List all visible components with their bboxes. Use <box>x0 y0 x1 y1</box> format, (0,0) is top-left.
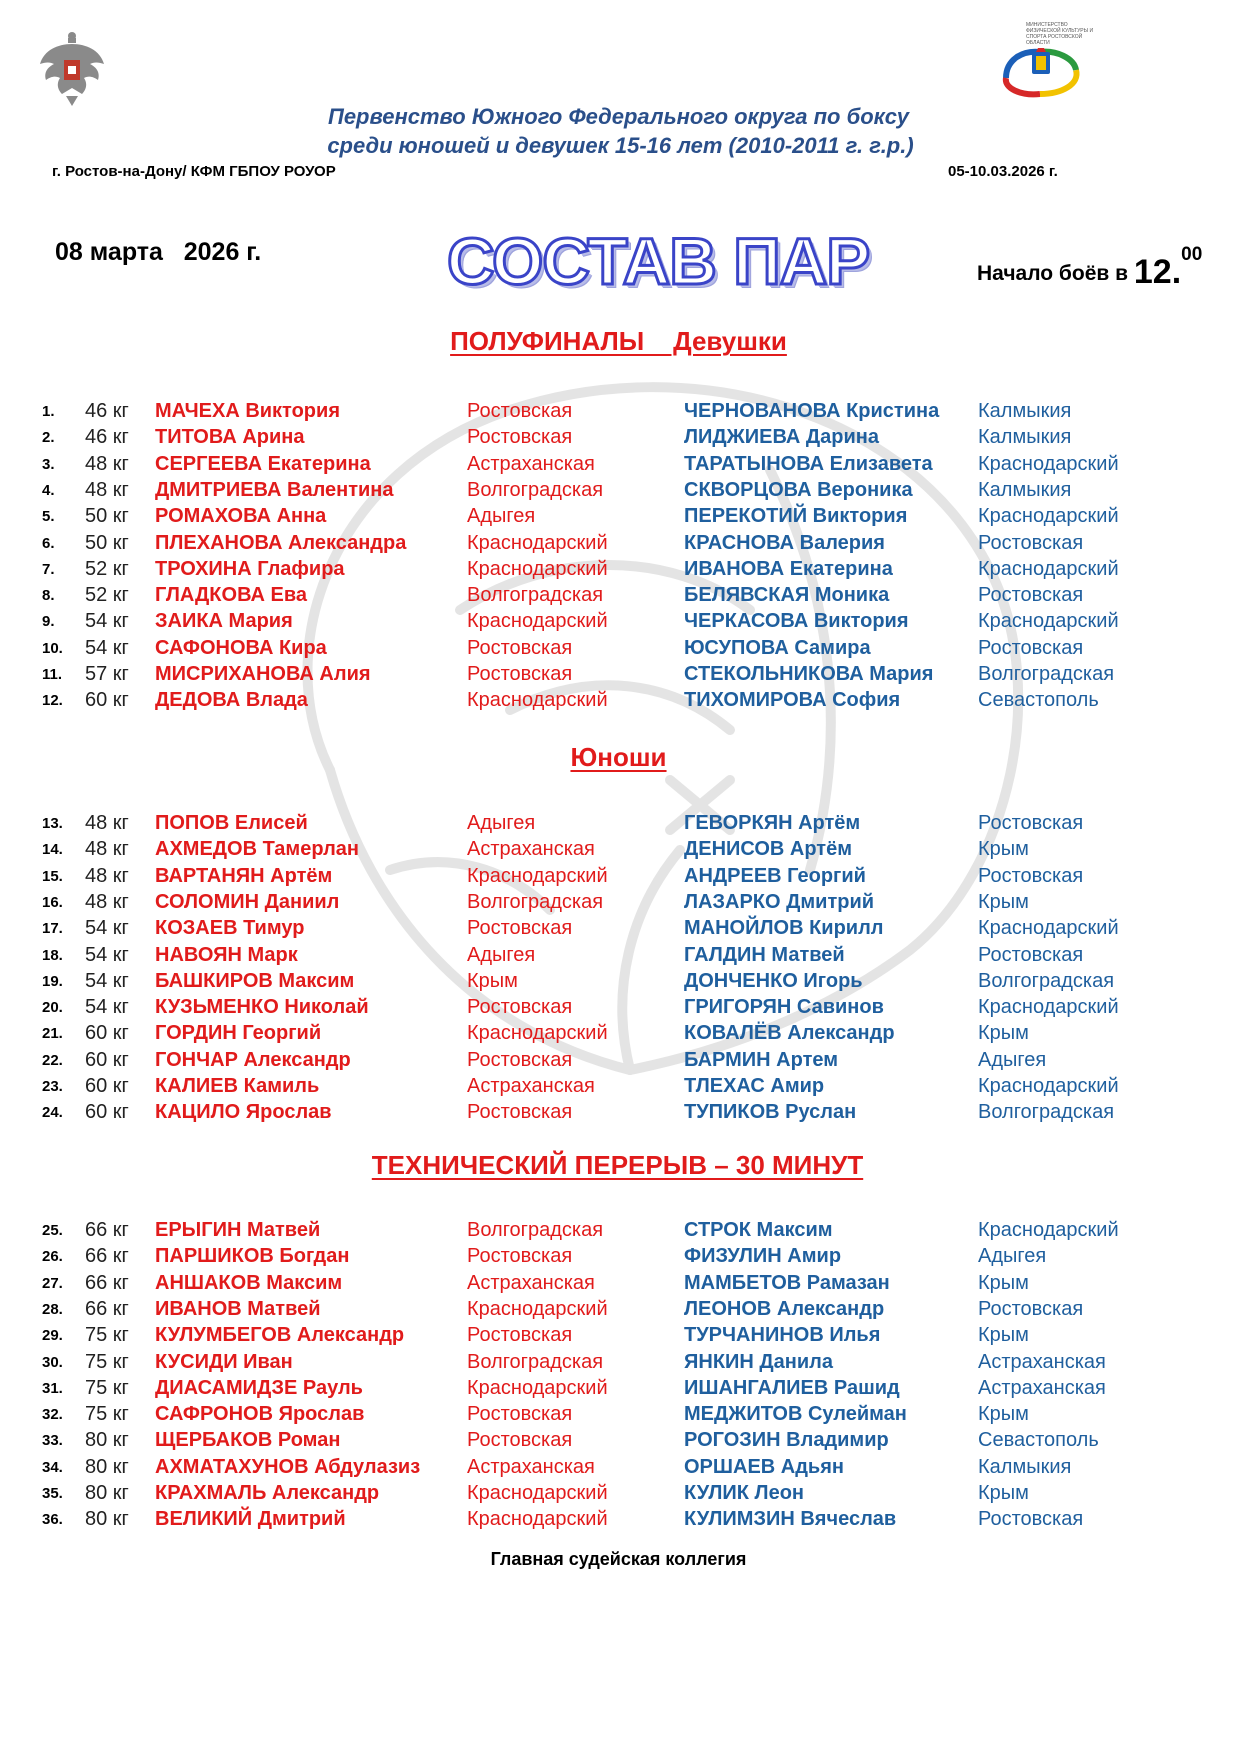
bout-row <box>0 477 1241 503</box>
blue-corner-region: Калмыкия <box>978 426 1072 449</box>
blue-corner-name: МЕДЖИТОВ Сулейман <box>684 1403 907 1426</box>
weight-class: 60 кг <box>85 1022 129 1045</box>
blue-corner-name: ЧЕРКАСОВА Виктория <box>684 610 909 633</box>
blue-corner-region: Ростовская <box>978 1297 1084 1320</box>
red-corner-region: Волгоградская <box>467 1219 604 1241</box>
bout-row <box>0 1401 1241 1427</box>
red-corner-name: КРАХМАЛЬ Александр <box>155 1482 380 1504</box>
red-corner-region: Астраханская <box>467 452 595 475</box>
blue-corner-region: Краснодарский <box>978 610 1119 633</box>
blue-corner-name: ЛЕОНОВ Александр <box>684 1297 885 1320</box>
weight-class: 75 кг <box>85 1350 129 1373</box>
section-heading-boys <box>0 742 1239 773</box>
red-corner-region: Волгоградская <box>467 1350 604 1373</box>
bout-number: 20. <box>42 999 63 1017</box>
blue-corner-name: ИВАНОВА Екатерина <box>684 557 893 580</box>
bout-row <box>0 1480 1241 1506</box>
bout-row <box>0 1217 1241 1243</box>
bout-number: 3. <box>42 455 55 473</box>
blue-corner-name: ДЕНИСОВ Артём <box>684 838 853 861</box>
bout-number: 7. <box>42 560 55 578</box>
blue-corner-region: Ростовская <box>978 1508 1084 1531</box>
red-corner-region: Краснодарский <box>467 1022 608 1045</box>
red-corner-region: Астраханская <box>467 838 595 861</box>
blue-corner-name: КРАСНОВА Валерия <box>684 531 885 554</box>
weight-class: 54 кг <box>85 917 129 940</box>
blue-corner-region: Калмыкия <box>978 478 1072 501</box>
bout-number: 18. <box>42 946 63 964</box>
bout-number: 16. <box>42 893 63 911</box>
red-corner-region: Крым <box>467 969 518 992</box>
blue-corner-name: МАМБЕТОВ Рамазан <box>684 1271 890 1294</box>
weight-class: 80 кг <box>85 1455 129 1478</box>
weight-class: 48 кг <box>85 812 129 834</box>
bout-row <box>0 530 1241 556</box>
weight-class: 75 кг <box>85 1324 129 1347</box>
red-corner-name: АНШАКОВ Максим <box>155 1271 343 1294</box>
blue-corner-name: ДОНЧЕНКО Игорь <box>684 969 863 992</box>
blue-corner-name: ЯНКИН Данила <box>684 1350 833 1373</box>
weight-class: 48 кг <box>85 452 129 475</box>
weight-class: 60 кг <box>85 1075 129 1097</box>
blue-corner-region: Краснодарский <box>978 1075 1119 1097</box>
section-heading-technical-break <box>0 1150 1238 1181</box>
bout-number: 30. <box>42 1353 63 1371</box>
blue-corner-name: РОГОЗИН Владимир <box>684 1429 889 1452</box>
red-corner-region: Ростовская <box>467 636 573 659</box>
red-corner-name: ДИАСАМИДЗЕ Рауль <box>155 1376 363 1399</box>
blue-corner-name: ЛАЗАРКО Дмитрий <box>684 890 875 913</box>
blue-corner-name: ТУРЧАНИНОВ Илья <box>684 1324 881 1347</box>
blue-corner-name: МАНОЙЛОВ Кирилл <box>684 917 884 940</box>
blue-corner-region: Краснодарский <box>978 452 1119 475</box>
weight-class: 80 кг <box>85 1429 129 1452</box>
section-heading-semifinals-girls <box>0 326 1239 357</box>
red-corner-region: Ростовская <box>467 663 573 685</box>
blue-corner-region: Севастополь <box>978 1429 1099 1452</box>
bout-number: 12. <box>42 692 63 710</box>
blue-corner-region: Ростовская <box>978 636 1084 659</box>
red-corner-region: Ростовская <box>467 917 573 940</box>
blue-corner-name: КОВАЛЁВ Александр <box>684 1022 895 1045</box>
bout-row <box>0 942 1241 968</box>
blue-corner-region: Астраханская <box>978 1376 1106 1399</box>
bout-row <box>0 503 1241 529</box>
blue-corner-region: Крым <box>978 1271 1029 1294</box>
red-corner-region: Краснодарский <box>467 1376 608 1399</box>
red-corner-name: МИСРИХАНОВА Алия <box>155 663 371 685</box>
blue-corner-region: Крым <box>978 1403 1029 1426</box>
blue-corner-name: БАРМИН Артем <box>684 1048 839 1071</box>
red-corner-name: ВАРТАНЯН Артём <box>155 864 333 887</box>
bout-number: 24. <box>42 1104 63 1122</box>
blue-corner-region: Крым <box>978 838 1029 861</box>
blue-corner-region: Краснодарский <box>978 917 1119 940</box>
red-corner-region: Астраханская <box>467 1271 595 1294</box>
bout-row <box>0 1099 1241 1125</box>
weight-class: 50 кг <box>85 531 129 554</box>
red-corner-name: ПОПОВ Елисей <box>155 812 308 834</box>
bout-row <box>0 582 1241 608</box>
bout-number: 10. <box>42 639 63 657</box>
blue-corner-name: ГЕВОРКЯН Артём <box>684 812 861 834</box>
weight-class: 54 кг <box>85 969 129 992</box>
blue-corner-region: Ростовская <box>978 584 1084 607</box>
ministry-logo-text: МИНИСТЕРСТВО ФИЗИЧЕСКОЙ КУЛЬТУРЫ И СПОРТА РОСТОВСКОЙ ОБЛАСТИ <box>1026 22 1094 46</box>
weight-class: 60 кг <box>85 1101 129 1124</box>
weight-class: 52 кг <box>85 557 129 580</box>
red-corner-name: САФРОНОВ Ярослав <box>155 1403 365 1426</box>
red-corner-region: Ростовская <box>467 996 573 1019</box>
bout-number: 5. <box>42 508 55 526</box>
blue-corner-region: Краснодарский <box>978 1219 1119 1241</box>
bout-number: 34. <box>42 1458 63 1476</box>
bout-number: 9. <box>42 613 55 631</box>
weight-class: 48 кг <box>85 890 129 913</box>
bout-number: 27. <box>42 1274 63 1292</box>
red-corner-region: Ростовская <box>467 1101 573 1124</box>
blue-corner-name: ИШАНГАЛИЕВ Рашид <box>684 1376 900 1399</box>
bout-number: 22. <box>42 1051 63 1069</box>
blue-corner-region: Краснодарский <box>978 557 1119 580</box>
red-corner-name: ВЕЛИКИЙ Дмитрий <box>155 1508 346 1531</box>
blue-corner-region: Волгоградская <box>978 1101 1115 1124</box>
weight-class: 46 кг <box>85 400 129 422</box>
weight-class: 66 кг <box>85 1219 129 1241</box>
footer-signature: Главная судейская коллегия <box>490 1549 747 1569</box>
bout-row <box>0 863 1241 889</box>
blue-corner-region: Калмыкия <box>978 400 1072 422</box>
red-corner-region: Астраханская <box>467 1455 595 1478</box>
blue-corner-name: ЛИДЖИЕВА Дарина <box>684 426 879 449</box>
blue-corner-region: Калмыкия <box>978 1455 1072 1478</box>
blue-corner-region: Крым <box>978 890 1029 913</box>
bout-row <box>0 556 1241 582</box>
weight-class: 60 кг <box>85 1048 129 1071</box>
bout-row <box>0 451 1241 477</box>
blue-corner-name: КУЛИМЗИН Вячеслав <box>684 1508 897 1531</box>
red-corner-region: Краснодарский <box>467 689 608 712</box>
blue-corner-name: ТЛЕХАС Амир <box>684 1075 825 1097</box>
blue-corner-name: ГАЛДИН Матвей <box>684 943 845 966</box>
start-time-minutes: 00 <box>1181 244 1203 265</box>
bout-row <box>0 1349 1241 1375</box>
bout-row <box>0 994 1241 1020</box>
red-corner-region: Краснодарский <box>467 557 608 580</box>
bout-row <box>0 1454 1241 1480</box>
red-corner-name: ДЕДОВА Влада <box>155 689 308 712</box>
blue-corner-name: ТУПИКОВ Руслан <box>684 1101 857 1124</box>
red-corner-name: МАЧЕХА Виктория <box>155 400 340 422</box>
bout-row <box>0 1322 1241 1348</box>
blue-corner-region: Волгоградская <box>978 663 1115 685</box>
competition-dates: 05-10.03.2026 г. <box>948 163 1058 180</box>
bout-number: 35. <box>42 1485 63 1502</box>
weight-class: 54 кг <box>85 636 129 659</box>
blue-corner-region: Крым <box>978 1482 1029 1504</box>
red-corner-region: Волгоградская <box>467 890 604 913</box>
bout-row <box>0 1020 1241 1046</box>
bout-row <box>0 836 1241 862</box>
red-corner-name: КУСИДИ Иван <box>155 1350 293 1373</box>
red-corner-name: ПЛЕХАНОВА Александра <box>155 531 407 554</box>
bout-number: 4. <box>42 481 55 499</box>
red-corner-region: Краснодарский <box>467 864 608 887</box>
blue-corner-name: КУЛИК Леон <box>684 1482 805 1504</box>
weight-class: 48 кг <box>85 838 129 861</box>
bout-number: 2. <box>42 429 55 447</box>
bout-number: 19. <box>42 972 63 990</box>
bout-row <box>0 915 1241 941</box>
section-heading-text: ПОЛУФИНАЛЫ Девушки <box>450 326 787 356</box>
red-corner-name: ГОРДИН Георгий <box>155 1022 322 1045</box>
bout-number: 13. <box>42 815 63 832</box>
blue-corner-name: ТИХОМИРОВА София <box>684 689 901 712</box>
red-corner-name: КАЛИЕВ Камиль <box>155 1075 320 1097</box>
bout-row <box>0 968 1241 994</box>
red-corner-name: КУЗЬМЕНКО Николай <box>155 996 369 1019</box>
weight-class: 50 кг <box>85 505 129 528</box>
bout-row <box>0 889 1241 915</box>
weight-class: 75 кг <box>85 1376 129 1399</box>
blue-corner-name: ЧЕРНОВАНОВА Кристина <box>684 400 940 422</box>
blue-corner-name: ТАРАТЫНОВА Елизавета <box>684 452 933 475</box>
blue-corner-region: Ростовская <box>978 943 1084 966</box>
bout-row <box>0 1270 1241 1296</box>
blue-corner-name: ОРШАЕВ Адьян <box>684 1455 844 1478</box>
bout-row <box>0 424 1241 450</box>
bout-row <box>0 1073 1241 1099</box>
weight-class: 75 кг <box>85 1403 129 1426</box>
weight-class: 54 кг <box>85 996 129 1019</box>
bout-number: 36. <box>42 1511 63 1529</box>
weight-class: 46 кг <box>85 426 129 449</box>
red-corner-name: ИВАНОВ Матвей <box>155 1297 321 1320</box>
bout-number: 28. <box>42 1300 63 1318</box>
weight-class: 60 кг <box>85 689 129 712</box>
red-corner-region: Адыгея <box>467 943 536 966</box>
red-corner-region: Адыгея <box>467 812 536 834</box>
bout-row <box>0 810 1241 836</box>
blue-corner-region: Адыгея <box>978 1245 1047 1268</box>
blue-corner-region: Краснодарский <box>978 505 1119 528</box>
red-corner-region: Ростовская <box>467 400 573 422</box>
weight-class: 48 кг <box>85 478 129 501</box>
red-corner-region: Ростовская <box>467 426 573 449</box>
blue-corner-name: СКВОРЦОВА Вероника <box>684 478 913 501</box>
red-corner-region: Волгоградская <box>467 584 604 607</box>
blue-corner-region: Краснодарский <box>978 996 1119 1019</box>
red-corner-name: АХМАТАХУНОВ Абдулазиз <box>155 1455 421 1478</box>
bout-number: 23. <box>42 1078 63 1095</box>
red-corner-region: Краснодарский <box>467 1482 608 1504</box>
section-heading-text: Юноши <box>570 742 667 772</box>
bout-row <box>0 608 1241 634</box>
blue-corner-region: Волгоградская <box>978 969 1115 992</box>
red-corner-name: ПАРШИКОВ Богдан <box>155 1245 350 1268</box>
bout-number: 32. <box>42 1406 63 1424</box>
bout-number: 25. <box>42 1222 63 1239</box>
blue-corner-name: БЕЛЯВСКАЯ Моника <box>684 584 890 607</box>
blue-corner-name: ЮСУПОВА Самира <box>684 636 871 659</box>
red-corner-name: СОЛОМИН Даниил <box>155 890 340 913</box>
red-corner-name: ЩЕРБАКОВ Роман <box>155 1429 341 1452</box>
red-corner-region: Краснодарский <box>467 1297 608 1320</box>
bout-row <box>0 1506 1241 1532</box>
bout-number: 8. <box>42 587 55 605</box>
competition-title-line2: среди юношей и девушек 15-16 лет (2010-2011 г. г.р.) <box>327 133 914 158</box>
section-heading-text: ТЕХНИЧЕСКИЙ ПЕРЕРЫВ – 30 МИНУТ <box>371 1150 864 1180</box>
red-corner-region: Ростовская <box>467 1429 573 1452</box>
blue-corner-name: СТЕКОЛЬНИКОВА Мария <box>684 663 934 685</box>
red-corner-region: Краснодарский <box>467 610 608 633</box>
red-corner-region: Ростовская <box>467 1048 573 1071</box>
sports-ministry-eagle-emblem-icon <box>38 30 106 108</box>
red-corner-name: БАШКИРОВ Максим <box>155 969 355 992</box>
red-corner-name: ЗАИКА Мария <box>155 610 293 633</box>
weight-class: 66 кг <box>85 1271 129 1294</box>
red-corner-name: ЕРЫГИН Матвей <box>155 1219 321 1241</box>
weight-class: 80 кг <box>85 1508 129 1531</box>
start-time <box>977 244 1202 292</box>
bout-row <box>0 398 1241 424</box>
red-corner-name: КОЗАЕВ Тимур <box>155 917 305 940</box>
red-corner-region: Адыгея <box>467 505 536 528</box>
competition-title-line1: Первенство Южного Федерального округа по боксу <box>328 104 909 129</box>
red-corner-name: АХМЕДОВ Тамерлан <box>155 838 359 861</box>
bout-number: 6. <box>42 534 55 552</box>
bout-row <box>0 1243 1241 1269</box>
red-corner-name: ТИТОВА Арина <box>155 426 305 449</box>
bout-row <box>0 1047 1241 1073</box>
red-corner-region: Краснодарский <box>467 531 608 554</box>
red-corner-name: РОМАХОВА Анна <box>155 505 327 528</box>
start-time-label: Начало боёв в <box>977 262 1134 285</box>
bout-number: 1. <box>42 403 55 420</box>
blue-corner-region: Адыгея <box>978 1048 1047 1071</box>
bout-number: 14. <box>42 841 63 859</box>
weight-class: 66 кг <box>85 1297 129 1320</box>
blue-corner-name: СТРОК Максим <box>684 1219 833 1241</box>
red-corner-name: ТРОХИНА Глафира <box>155 557 345 580</box>
red-corner-name: ГОНЧАР Александр <box>155 1048 351 1071</box>
bout-number: 11. <box>42 666 63 683</box>
bout-number: 33. <box>42 1432 63 1450</box>
weight-class: 80 кг <box>85 1482 129 1504</box>
bout-row <box>0 687 1241 713</box>
red-corner-region: Волгоградская <box>467 478 604 501</box>
venue: г. Ростов-на-Дону/ КФМ ГБПОУ РОУОР <box>52 163 336 180</box>
bout-row <box>0 1427 1241 1453</box>
day-date: 08 марта 2026 г. <box>55 238 262 266</box>
bout-number: 31. <box>42 1379 63 1397</box>
red-corner-region: Ростовская <box>467 1403 573 1426</box>
blue-corner-region: Астраханская <box>978 1350 1106 1373</box>
bout-row <box>0 1375 1241 1401</box>
blue-corner-region: Севастополь <box>978 689 1099 712</box>
weight-class: 54 кг <box>85 610 129 633</box>
rostov-oblast-sport-ministry-logo <box>1000 22 1096 102</box>
bout-number: 29. <box>42 1327 63 1345</box>
red-corner-name: ДМИТРИЕВА Валентина <box>155 478 394 501</box>
blue-corner-region: Ростовская <box>978 812 1084 834</box>
blue-corner-name: ПЕРЕКОТИЙ Виктория <box>684 505 908 528</box>
page-title: СОСТАВ ПАР <box>447 224 870 298</box>
red-corner-name: САФОНОВА Кира <box>155 636 327 659</box>
bout-number: 15. <box>42 867 63 885</box>
bout-number: 21. <box>42 1025 63 1043</box>
bout-number: 26. <box>42 1248 63 1266</box>
blue-corner-region: Ростовская <box>978 531 1084 554</box>
weight-class: 54 кг <box>85 943 129 966</box>
bout-row <box>0 635 1241 661</box>
bout-number: 17. <box>42 920 63 938</box>
weight-class: 57 кг <box>85 663 129 685</box>
weight-class: 52 кг <box>85 584 129 607</box>
blue-corner-name: АНДРЕЕВ Георгий <box>684 864 866 887</box>
red-corner-name: НАВОЯН Марк <box>155 943 298 966</box>
red-corner-region: Ростовская <box>467 1245 573 1268</box>
weight-class: 48 кг <box>85 864 129 887</box>
red-corner-region: Ростовская <box>467 1324 573 1347</box>
red-corner-name: КАЦИЛО Ярослав <box>155 1101 332 1124</box>
blue-corner-name: ФИЗУЛИН Амир <box>684 1245 842 1268</box>
blue-corner-region: Крым <box>978 1324 1029 1347</box>
blue-corner-name: ГРИГОРЯН Савинов <box>684 996 884 1019</box>
red-corner-name: СЕРГЕЕВА Екатерина <box>155 452 371 475</box>
blue-corner-region: Ростовская <box>978 864 1084 887</box>
weight-class: 66 кг <box>85 1245 129 1268</box>
red-corner-region: Краснодарский <box>467 1508 608 1531</box>
bout-row <box>0 661 1241 687</box>
red-corner-name: ГЛАДКОВА Ева <box>155 584 308 607</box>
red-corner-region: Астраханская <box>467 1075 595 1097</box>
bout-row <box>0 1296 1241 1322</box>
start-time-hour: 12. <box>1133 253 1182 291</box>
red-corner-name: КУЛУМБЕГОВ Александр <box>155 1324 405 1347</box>
blue-corner-region: Крым <box>978 1022 1029 1045</box>
